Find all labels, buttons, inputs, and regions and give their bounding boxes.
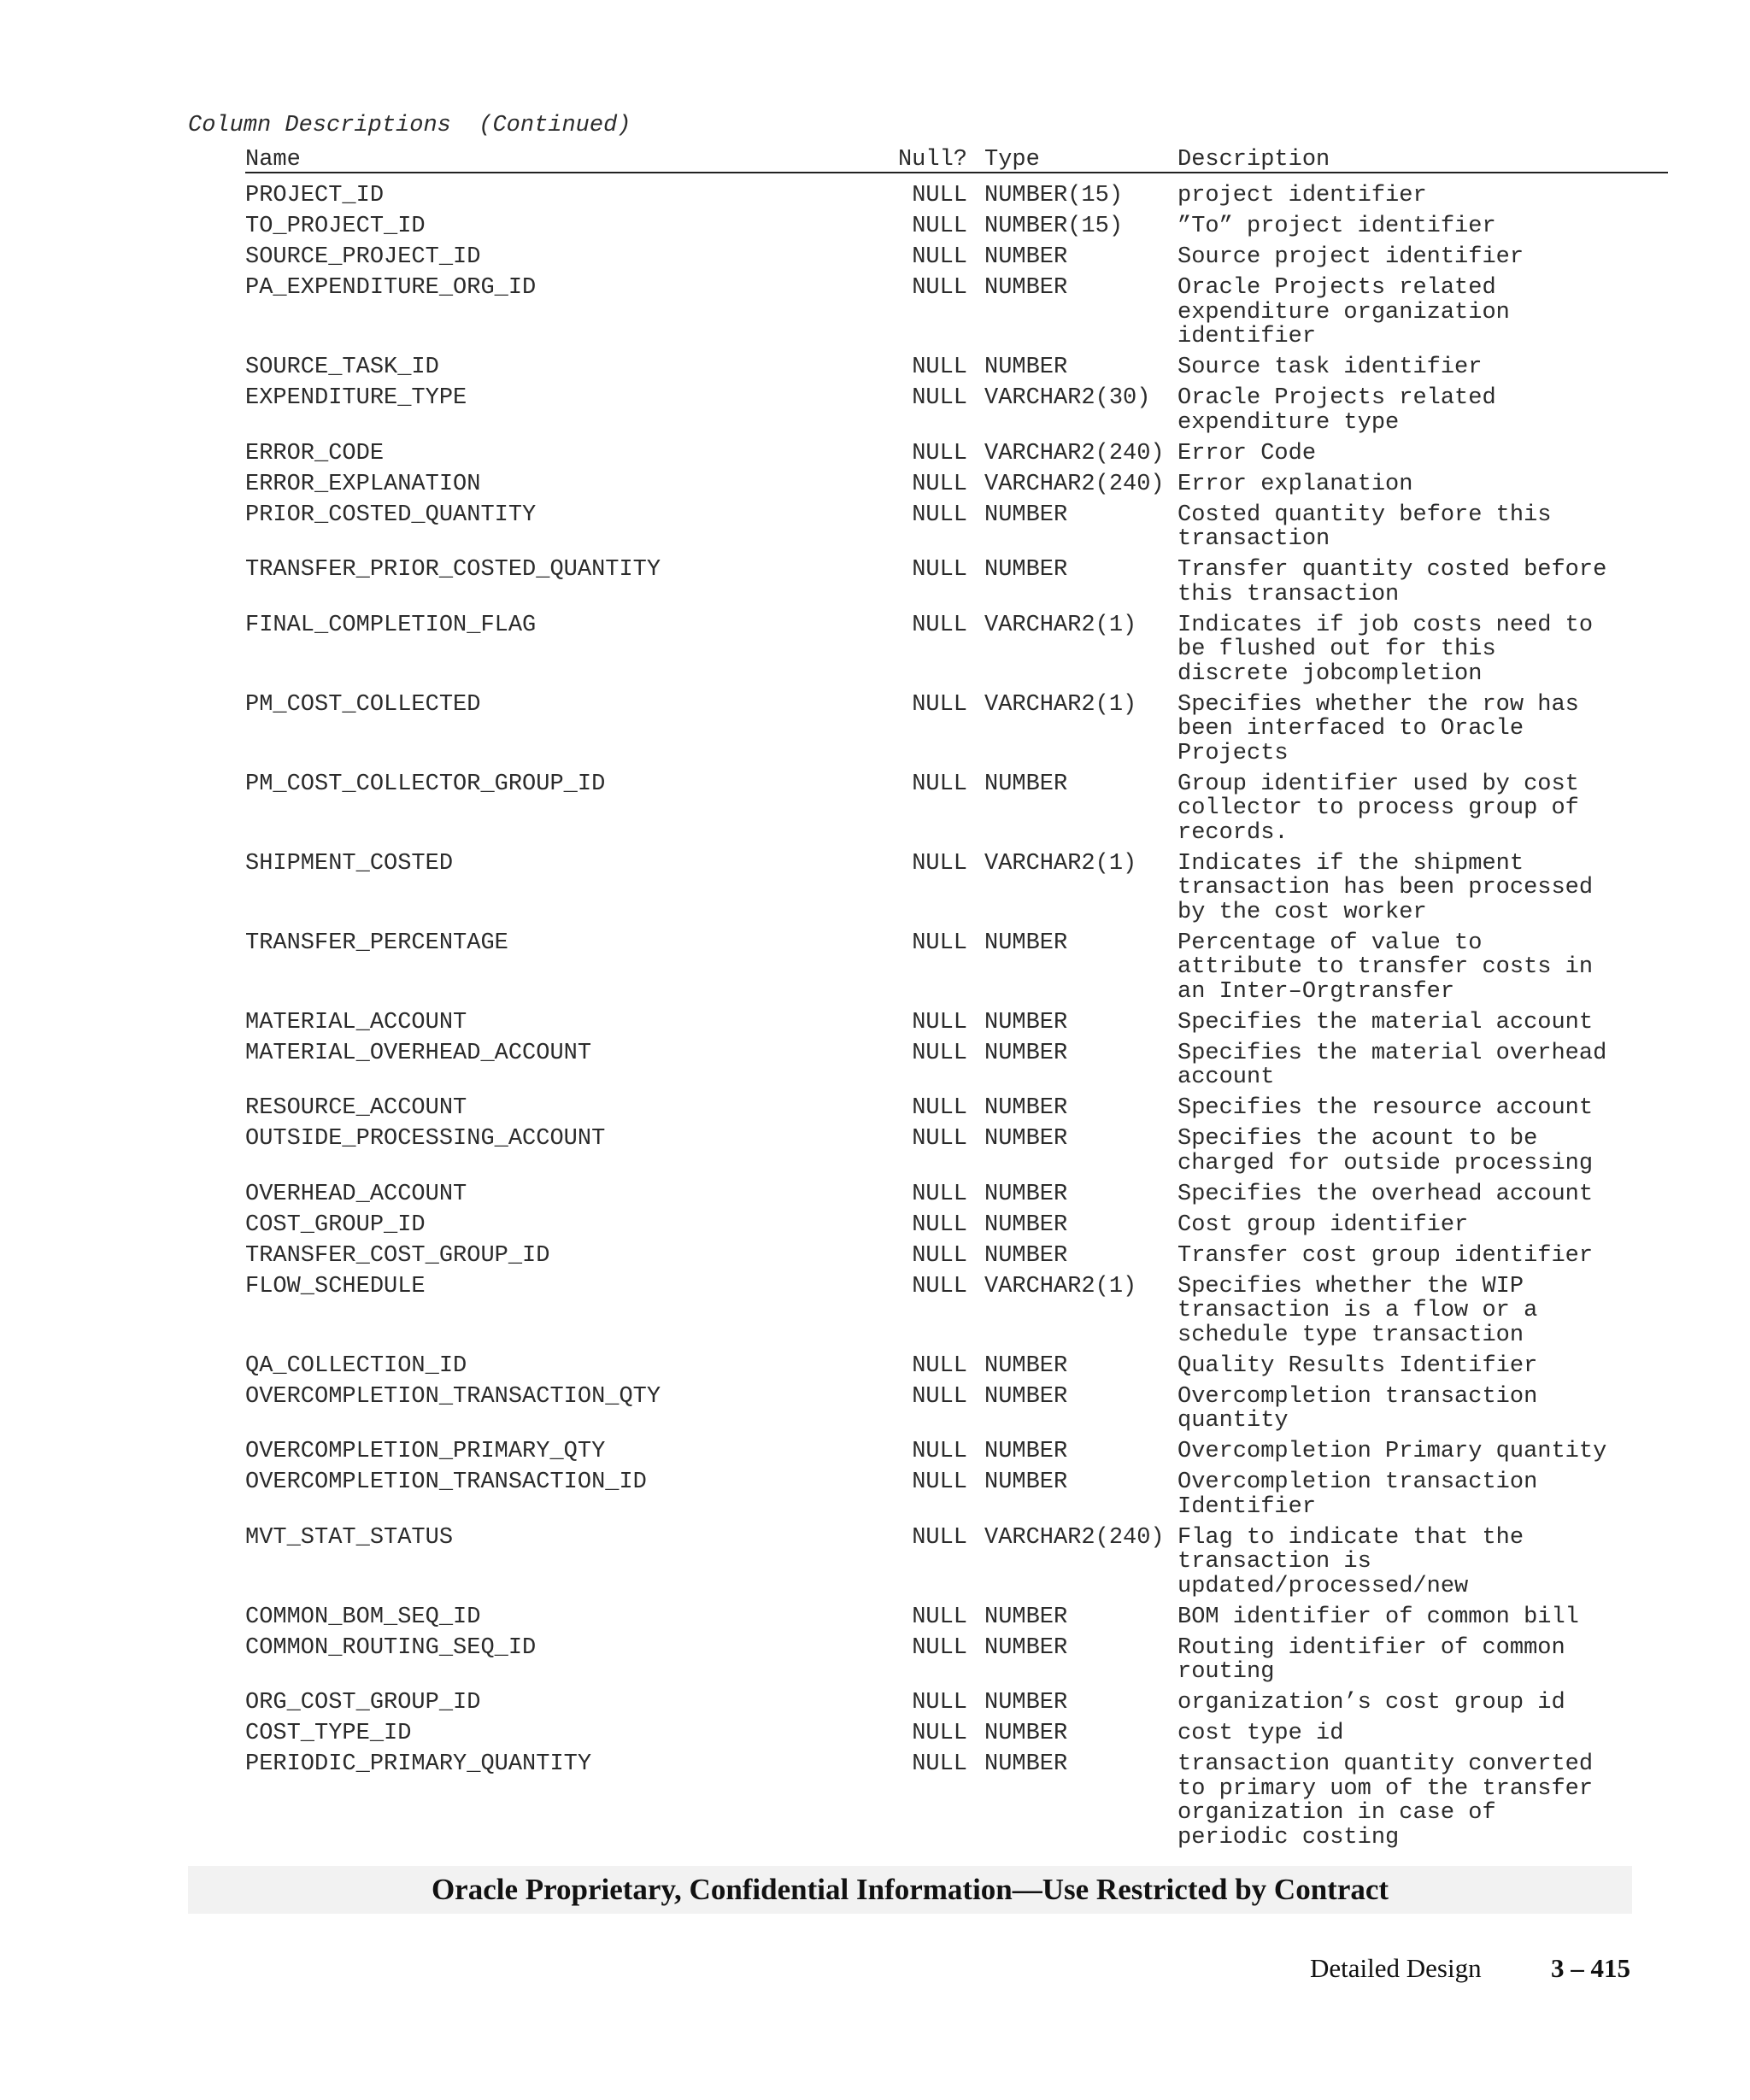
column-null: NULL bbox=[912, 1095, 967, 1121]
column-null: NULL bbox=[912, 1352, 967, 1379]
column-null: NULL bbox=[912, 1524, 967, 1551]
column-name: MATERIAL_OVERHEAD_ACCOUNT bbox=[245, 1040, 592, 1066]
column-type: NUMBER bbox=[984, 1690, 1068, 1716]
column-name: SOURCE_PROJECT_ID bbox=[245, 244, 481, 270]
column-type: NUMBER bbox=[984, 1469, 1068, 1495]
column-name: PM_COST_COLLECTOR_GROUP_ID bbox=[245, 771, 606, 797]
column-description: Overcompletion Primary quantity bbox=[1177, 1439, 1607, 1464]
column-type: VARCHAR2(1) bbox=[984, 1273, 1137, 1299]
column-description: transaction quantity converted to primary uom of the transfer organization in case of periodic costing bbox=[1177, 1751, 1594, 1851]
table-row bbox=[245, 1385, 1668, 1434]
column-description: Overcompletion transaction quantity bbox=[1177, 1383, 1538, 1434]
column-name: OVERCOMPLETION_PRIMARY_QTY bbox=[245, 1439, 606, 1464]
column-type: VARCHAR2(240) bbox=[984, 440, 1165, 466]
column-name: EXPENDITURE_TYPE bbox=[245, 385, 467, 411]
confidentiality-banner: Oracle Proprietary, Confidential Information––Use Restricted by Contract bbox=[188, 1866, 1632, 1914]
column-type: NUMBER bbox=[984, 1095, 1068, 1121]
column-type: NUMBER(15) bbox=[984, 214, 1124, 239]
column-null: NULL bbox=[912, 1721, 967, 1746]
footer-page-number: 3 – 415 bbox=[1551, 1953, 1630, 1983]
column-null: NULL bbox=[912, 930, 967, 956]
table-header bbox=[245, 144, 1668, 173]
column-description: Specifies the resource account bbox=[1177, 1095, 1594, 1121]
column-name: FLOW_SCHEDULE bbox=[245, 1273, 426, 1299]
table-row bbox=[245, 1526, 1668, 1599]
column-description: Specifies the material overhead account bbox=[1177, 1040, 1607, 1090]
table-row bbox=[245, 772, 1668, 846]
column-name: TRANSFER_COST_GROUP_ID bbox=[245, 1242, 550, 1269]
column-description: Specifies the acount to be charged for outside processing bbox=[1177, 1126, 1594, 1176]
column-type: NUMBER bbox=[984, 502, 1068, 528]
header-name: Name bbox=[245, 146, 301, 173]
column-null: NULL bbox=[912, 355, 967, 380]
column-type: NUMBER bbox=[984, 1721, 1068, 1746]
column-name: OVERHEAD_ACCOUNT bbox=[245, 1181, 467, 1207]
column-name: OVERCOMPLETION_TRANSACTION_QTY bbox=[245, 1383, 661, 1410]
column-null: NULL bbox=[912, 1009, 967, 1035]
column-null: NULL bbox=[912, 275, 967, 301]
column-type: NUMBER bbox=[984, 1352, 1068, 1379]
table-row bbox=[245, 1011, 1668, 1035]
column-description: Specifies whether the row has been interfaced to Oracle Projects bbox=[1177, 691, 1579, 766]
column-null: NULL bbox=[912, 1634, 967, 1661]
column-type: VARCHAR2(30) bbox=[984, 385, 1151, 411]
column-description: Routing identifier of common routing bbox=[1177, 1634, 1565, 1685]
column-type: NUMBER bbox=[984, 1040, 1068, 1066]
column-null: NULL bbox=[912, 1040, 967, 1066]
table-row bbox=[245, 1752, 1668, 1850]
column-description: BOM identifier of common bill bbox=[1177, 1604, 1579, 1630]
column-null: NULL bbox=[912, 1690, 967, 1716]
table-row bbox=[245, 355, 1668, 380]
column-type: NUMBER bbox=[984, 275, 1068, 301]
column-name: ERROR_CODE bbox=[245, 440, 385, 466]
table-row bbox=[245, 214, 1668, 239]
table-row bbox=[245, 1275, 1668, 1348]
column-type: NUMBER bbox=[984, 1634, 1068, 1661]
column-description: Quality Results Identifier bbox=[1177, 1352, 1538, 1379]
column-name: TRANSFER_PRIOR_COSTED_QUANTITY bbox=[245, 557, 661, 583]
table-row bbox=[245, 1354, 1668, 1379]
table-row bbox=[245, 1244, 1668, 1269]
column-name: TO_PROJECT_ID bbox=[245, 214, 426, 239]
table-row bbox=[245, 931, 1668, 1005]
column-name: MATERIAL_ACCOUNT bbox=[245, 1009, 467, 1035]
column-description: organization’s cost group id bbox=[1177, 1690, 1565, 1716]
column-description: Transfer quantity costed before this transaction bbox=[1177, 557, 1607, 607]
column-description: Indicates if the shipment transaction has been processed by the cost worker bbox=[1177, 850, 1594, 925]
table-row bbox=[245, 1213, 1668, 1238]
column-type: NUMBER bbox=[984, 355, 1068, 380]
column-null: NULL bbox=[912, 214, 967, 239]
column-description: Cost group identifier bbox=[1177, 1211, 1469, 1238]
table-row bbox=[245, 1096, 1668, 1121]
column-null: NULL bbox=[912, 1126, 967, 1152]
column-null: NULL bbox=[912, 557, 967, 583]
table-row bbox=[245, 1127, 1668, 1176]
column-null: NULL bbox=[912, 1604, 967, 1630]
column-name: OUTSIDE_PROCESSING_ACCOUNT bbox=[245, 1126, 606, 1152]
table-row bbox=[245, 1722, 1668, 1746]
column-description: Overcompletion transaction Identifier bbox=[1177, 1469, 1538, 1520]
table-row bbox=[245, 852, 1668, 925]
table-row bbox=[245, 184, 1668, 208]
column-type: NUMBER bbox=[984, 1604, 1068, 1630]
column-description: Indicates if job costs need to be flushed out for this discrete jobcompletion bbox=[1177, 612, 1594, 687]
column-type: NUMBER bbox=[984, 244, 1068, 270]
table-row bbox=[245, 1182, 1668, 1207]
column-type: NUMBER bbox=[984, 1009, 1068, 1035]
column-type: VARCHAR2(1) bbox=[984, 850, 1137, 877]
column-type: NUMBER bbox=[984, 557, 1068, 583]
column-null: NULL bbox=[912, 691, 967, 718]
column-description: project identifier bbox=[1177, 183, 1427, 208]
column-null: NULL bbox=[912, 1383, 967, 1410]
column-name: COST_GROUP_ID bbox=[245, 1211, 426, 1238]
header-description: Description bbox=[1177, 146, 1330, 173]
column-description: cost type id bbox=[1177, 1721, 1344, 1746]
column-null: NULL bbox=[912, 1242, 967, 1269]
table-row bbox=[245, 558, 1668, 607]
column-null: NULL bbox=[912, 440, 967, 466]
column-name: TRANSFER_PERCENTAGE bbox=[245, 930, 508, 956]
column-type: NUMBER bbox=[984, 1242, 1068, 1269]
table-row bbox=[245, 1605, 1668, 1630]
table-row bbox=[245, 386, 1668, 435]
column-type: NUMBER bbox=[984, 930, 1068, 956]
column-type: VARCHAR2(240) bbox=[984, 1524, 1165, 1551]
table-body bbox=[245, 173, 1668, 1850]
table-row bbox=[245, 503, 1668, 552]
column-description: Transfer cost group identifier bbox=[1177, 1242, 1594, 1269]
column-name: RESOURCE_ACCOUNT bbox=[245, 1095, 467, 1121]
column-name: OVERCOMPLETION_TRANSACTION_ID bbox=[245, 1469, 647, 1495]
column-type: VARCHAR2(1) bbox=[984, 691, 1137, 718]
column-description: Error Code bbox=[1177, 440, 1317, 466]
column-null: NULL bbox=[912, 471, 967, 497]
column-null: NULL bbox=[912, 502, 967, 528]
column-type: NUMBER bbox=[984, 1126, 1068, 1152]
table-row bbox=[245, 1691, 1668, 1716]
column-type: NUMBER(15) bbox=[984, 183, 1124, 208]
column-name: PERIODIC_PRIMARY_QUANTITY bbox=[245, 1751, 592, 1777]
table-row bbox=[245, 693, 1668, 766]
column-descriptions-table bbox=[245, 144, 1668, 1857]
column-description: Oracle Projects related expenditure type bbox=[1177, 385, 1496, 436]
column-null: NULL bbox=[912, 1211, 967, 1238]
table-row bbox=[245, 1470, 1668, 1519]
column-name: SOURCE_TASK_ID bbox=[245, 355, 439, 380]
table-row bbox=[245, 472, 1668, 497]
column-name: PRIOR_COSTED_QUANTITY bbox=[245, 502, 537, 528]
column-description: Oracle Projects related expenditure organization identifier bbox=[1177, 275, 1510, 349]
column-null: NULL bbox=[912, 1439, 967, 1464]
column-null: NULL bbox=[912, 1751, 967, 1777]
column-name: COMMON_ROUTING_SEQ_ID bbox=[245, 1634, 537, 1661]
column-null: NULL bbox=[912, 183, 967, 208]
column-name: PROJECT_ID bbox=[245, 183, 385, 208]
column-name: PA_EXPENDITURE_ORG_ID bbox=[245, 275, 537, 301]
column-name: COMMON_BOM_SEQ_ID bbox=[245, 1604, 481, 1630]
column-type: NUMBER bbox=[984, 1751, 1068, 1777]
column-name: PM_COST_COLLECTED bbox=[245, 691, 481, 718]
column-description: Group identifier used by cost collector to process group of records. bbox=[1177, 771, 1579, 846]
column-null: NULL bbox=[912, 244, 967, 270]
table-row bbox=[245, 276, 1668, 349]
column-name: COST_TYPE_ID bbox=[245, 1721, 412, 1746]
header-type: Type bbox=[984, 146, 1040, 173]
column-description: Flag to indicate that the transaction is updated/processed/new bbox=[1177, 1524, 1524, 1599]
column-type: NUMBER bbox=[984, 1383, 1068, 1410]
column-description: Percentage of value to attribute to transfer costs in an Inter–Orgtransfer bbox=[1177, 930, 1594, 1005]
column-description: Specifies whether the WIP transaction is a flow or a schedule type transaction bbox=[1177, 1273, 1538, 1348]
table-row bbox=[245, 245, 1668, 270]
table-row bbox=[245, 442, 1668, 466]
section-title: Column Descriptions (Continued) bbox=[188, 113, 631, 138]
column-type: NUMBER bbox=[984, 771, 1068, 797]
table-row bbox=[245, 1636, 1668, 1685]
table-row bbox=[245, 1440, 1668, 1464]
column-type: NUMBER bbox=[984, 1439, 1068, 1464]
column-type: VARCHAR2(240) bbox=[984, 471, 1165, 497]
footer-section-title: Detailed Design bbox=[1310, 1953, 1482, 1983]
column-name: MVT_STAT_STATUS bbox=[245, 1524, 454, 1551]
column-type: NUMBER bbox=[984, 1181, 1068, 1207]
table-row bbox=[245, 613, 1668, 687]
column-null: NULL bbox=[912, 1469, 967, 1495]
column-name: SHIPMENT_COSTED bbox=[245, 850, 454, 877]
column-null: NULL bbox=[912, 612, 967, 638]
column-null: NULL bbox=[912, 850, 967, 877]
column-description: ”To” project identifier bbox=[1177, 214, 1496, 239]
column-description: Specifies the overhead account bbox=[1177, 1181, 1594, 1207]
column-null: NULL bbox=[912, 385, 967, 411]
column-null: NULL bbox=[912, 1273, 967, 1299]
column-name: FINAL_COMPLETION_FLAG bbox=[245, 612, 537, 638]
column-name: QA_COLLECTION_ID bbox=[245, 1352, 467, 1379]
column-null: NULL bbox=[912, 1181, 967, 1207]
column-description: Error explanation bbox=[1177, 471, 1413, 497]
header-null: Null? bbox=[897, 146, 967, 173]
column-description: Source project identifier bbox=[1177, 244, 1524, 270]
column-description: Costed quantity before this transaction bbox=[1177, 502, 1552, 552]
column-name: ORG_COST_GROUP_ID bbox=[245, 1690, 481, 1716]
column-type: NUMBER bbox=[984, 1211, 1068, 1238]
column-description: Specifies the material account bbox=[1177, 1009, 1594, 1035]
column-description: Source task identifier bbox=[1177, 355, 1483, 380]
table-row bbox=[245, 1041, 1668, 1090]
column-type: VARCHAR2(1) bbox=[984, 612, 1137, 638]
column-null: NULL bbox=[912, 771, 967, 797]
column-name: ERROR_EXPLANATION bbox=[245, 471, 481, 497]
